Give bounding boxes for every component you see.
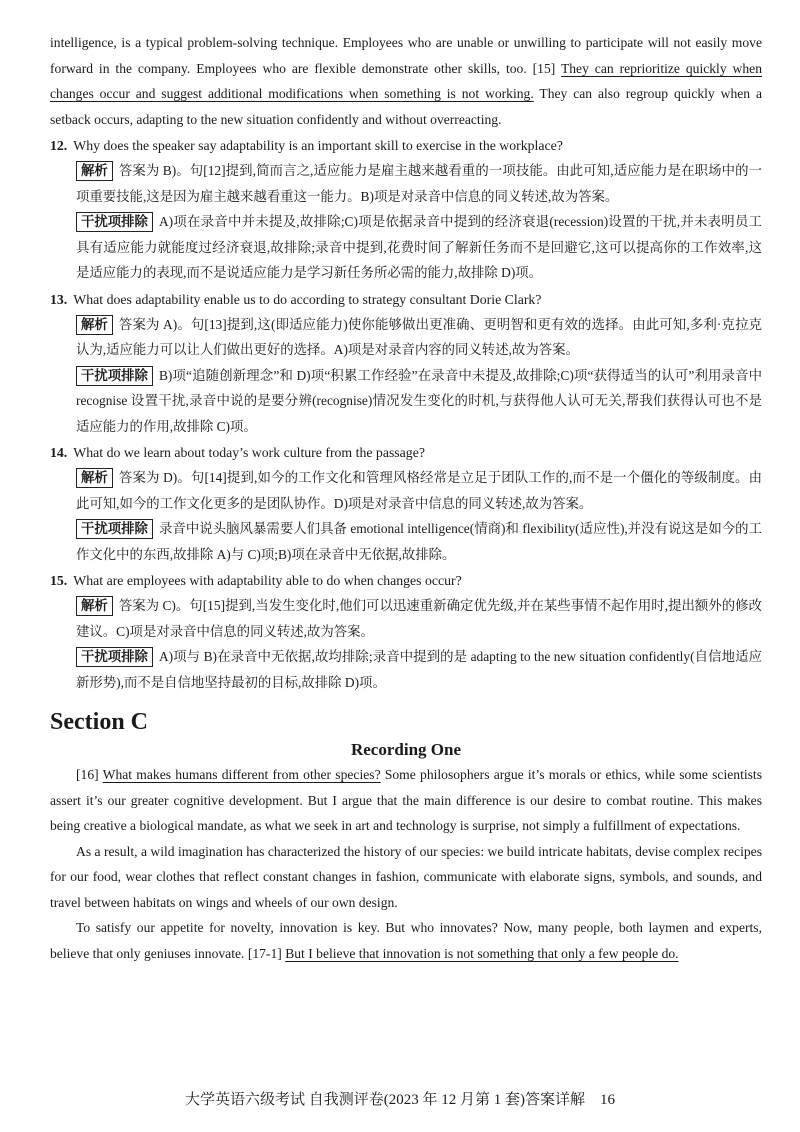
- analysis-tag: 解析: [76, 161, 113, 181]
- passage-text-after: They can also regroup quickly when a setback occurs, adapting to the new situation confidently and without overreacting.: [50, 86, 763, 127]
- distractor-tag: 干扰项排除: [76, 212, 153, 232]
- question-text: Why does the speaker say adaptability is an important skill to exercise in the workplace?: [73, 138, 563, 153]
- distractor-text: A)项与 B)在录音中无依据,故均排除;录音中提到的是 adapting to the new situation confidently(自信地适应新形势),而不是自信地坚持最初的目标,故排除 D)项。: [76, 649, 762, 690]
- analysis-block: [50, 465, 762, 516]
- question-line: [50, 568, 762, 593]
- question-text: What do we learn about today’s work culture from the passage?: [73, 445, 425, 460]
- question-number: 12.: [50, 138, 68, 153]
- distractor-tag: 干扰项排除: [76, 519, 153, 539]
- passage-continuation: [50, 30, 762, 132]
- question-line: [50, 133, 762, 158]
- question-line: [50, 287, 762, 312]
- analysis-text: 答案为 C)。句[15]提到,当发生变化时,他们可以迅速重新确定优先级,并在某些事情不起作用时,提出额外的修改建议。C)项是对录音中信息的同义转述,故为答案。: [76, 598, 762, 639]
- recording-paragraph-1: [50, 762, 762, 839]
- analysis-block: [50, 593, 762, 644]
- analysis-block: [50, 158, 762, 209]
- question-number: 13.: [50, 291, 68, 307]
- recording-paragraph-2: As a result, a wild imagination has characterized the history of our species: we build intricate habitats, devise complex recipes for our food, wear clothes that reflect constant changes in fashion, communicate with elaborate signs, symbols, and sounds, and travel between habitats on wings and wheels of our own design.: [50, 843, 762, 910]
- question-line: [50, 440, 762, 465]
- page-footer: 大学英语六级考试 自我测评卷(2023 年 12 月第 1 套)答案详解 16: [185, 1092, 615, 1108]
- analysis-tag: 解析: [76, 468, 113, 488]
- paragraph-text: To satisfy our appetite for novelty, innovation is key. But who innovates? Now, many people, both laymen and experts, believe that only geniuses innovate. [17-1]: [50, 920, 762, 961]
- distractor-tag: 干扰项排除: [76, 366, 153, 386]
- analysis-tag: 解析: [76, 315, 113, 335]
- distractor-block: [50, 516, 762, 567]
- question-number: 15.: [50, 573, 68, 588]
- question-text: What does adaptability enable us to do according to strategy consultant Dorie Clark?: [73, 291, 542, 307]
- key-sentence-16: What makes humans different from other species?: [102, 767, 381, 782]
- distractor-text: A)项在录音中并未提及,故排除;C)项是依据录音中提到的经济衰退(recession)设置的干扰,并未表明员工具有适应能力就能度过经济衰退,故排除;录音中提到,花费时间了解新任务而不是回避它,这可以提高你的工作效率,这是适应能力的表现,而不是说适应能力是学习新任务所必需的能力,故排除 D)项。: [76, 214, 762, 280]
- analysis-text: 答案为 B)。句[12]提到,简而言之,适应能力是雇主越来越看重的一项技能。由此可知,适应能力是在职场中的一项重要技能,这是因为雇主越来越看重这一能力。B)项是对录音中信息的同义转述,故为答案。: [76, 163, 762, 204]
- distractor-text: 录音中说头脑风暴需要人们具备 emotional intelligence(情商)和 flexibility(适应性),并没有说这是如今的工作文化中的东西,故排除 A)与 C)项;B)项在录音中无依据,故排除。: [76, 521, 762, 562]
- analysis-text: 答案为 D)。句[14]提到,如今的工作文化和管理风格经常是立足于团队工作的,而不是一个僵化的等级制度。由此可知,如今的工作文化更多的是团队协作。D)项是对录音中信息的同义转述,故为答案。: [76, 470, 762, 511]
- question-15: [50, 568, 762, 695]
- question-12: [50, 133, 762, 286]
- recording-title: Recording One: [350, 740, 462, 759]
- distractor-block: [50, 363, 762, 440]
- question-13: [50, 287, 762, 440]
- passage-text: intelligence, is a typical problem-solving technique. Employees who are unable or unwilling to participate will not easily move forward in the company. Employees who are flexible demonstrate other skills, too. [15]: [50, 35, 762, 76]
- analysis-block: [50, 312, 762, 363]
- key-sentence-15: They can reprioritize quickly when changes occur and suggest additional modifications when something is not working.: [50, 60, 762, 101]
- analysis-text: 答案为 A)。句[13]提到,这(即适应能力)使你能够做出更准确、更明智和更有效的选择。由此可知,多利·克拉克认为,适应能力可以让人们做出更好的选择。A)项是对录音内容的同义转述,故为答案。: [76, 316, 762, 357]
- question-text: What are employees with adaptability able to do when changes occur?: [73, 573, 462, 588]
- sentence-marker: [16]: [76, 767, 103, 782]
- paragraph-text: Some philosophers argue it’s morals or ethics, while some scientists assert it’s our greater cognitive development. But I argue that the main difference is our desire to combat routine. This makes being creative a biological mandate, as what we seek in art and technology is surprise, not simply a fulfillment of expectations.: [50, 767, 762, 833]
- distractor-tag: 干扰项排除: [76, 647, 153, 667]
- analysis-tag: 解析: [76, 596, 113, 616]
- section-title: Section C: [50, 709, 148, 735]
- question-14: [50, 440, 762, 567]
- distractor-block: [50, 209, 762, 286]
- key-sentence-17-1: But I believe that innovation is not something that only a few people do.: [285, 945, 679, 961]
- distractor-text: B)项“追随创新理念”和 D)项“积累工作经验”在录音中未提及,故排除;C)项“获得适当的认可”利用录音中 recognise 设置干扰,录音中说的是要分辨(recognise)情况发生变化的时机,与获得他人认可无关,帮我们获得认可也不是适应能力的作用,故排除 C)项。: [76, 367, 762, 434]
- question-number: 14.: [50, 445, 68, 460]
- distractor-block: [50, 644, 762, 695]
- recording-paragraph-3: [50, 915, 762, 966]
